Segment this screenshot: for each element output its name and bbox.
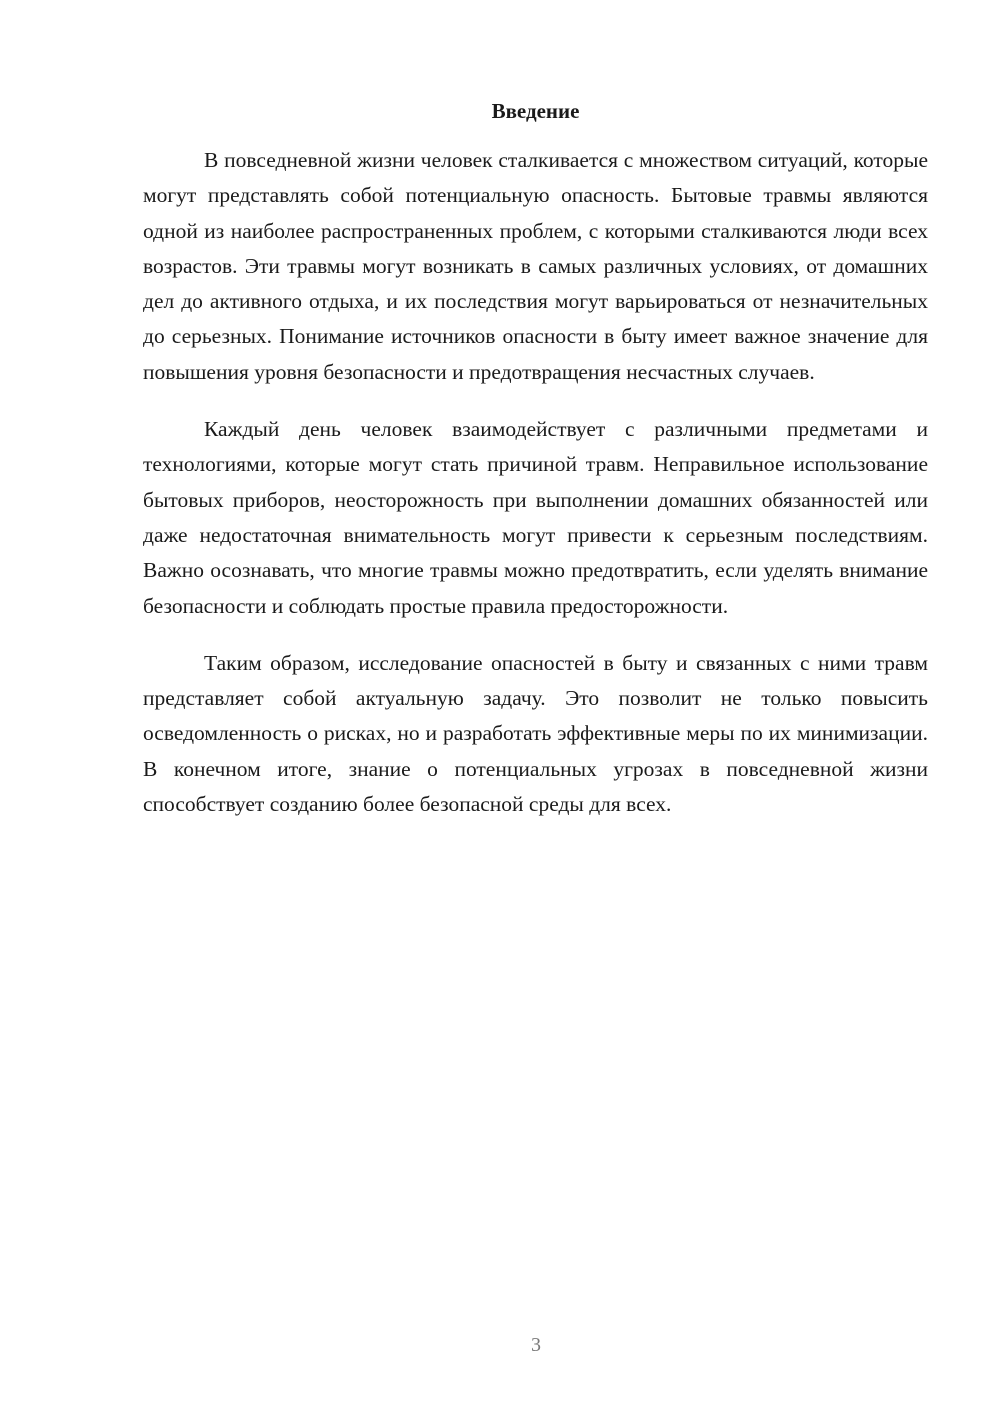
paragraph-3: Таким образом, исследование опасностей в быту и связанных с ними травм представляет собой актуальную задачу. Это позволит не только повысить осведомленность о рисках, но и разработать эффективные меры по их минимизации. В конечном итоге, знание о потенциальных угрозах в повседневной жизни способствует созданию более безопасной среды для всех. [143, 650, 928, 817]
paragraph-2: Каждый день человек взаимодействует с различными предметами и технологиями, которые могут стать причиной травм. Неправильное использование бытовых приборов, неосторожность при выполнении домашних обязанностей или даже недостаточная внимательность могут привести к серьезным последствиям. Важно осознавать, что многие травмы можно предотвратить, если уделять внимание безопасности и соблюдать простые правила предосторожности. [143, 417, 928, 618]
section-title: Введение [491, 99, 580, 123]
page-number: 3 [531, 1334, 541, 1356]
body-text [143, 143, 928, 844]
paragraph-1: В повседневной жизни человек сталкивается с множеством ситуаций, которые могут представлять собой потенциальную опасность. Бытовые травмы являются одной из наиболее распространенных проблем, с которыми сталкиваются люди всех возрастов. Эти травмы могут возникать в самых различных условиях, от домашних дел до активного отдыха, и их последствия могут варьироваться от незначительных до серьезных. Понимание источников опасности в быту имеет важное значение для повышения уровня безопасности и предотвращения несчастных случаев. [143, 148, 928, 384]
